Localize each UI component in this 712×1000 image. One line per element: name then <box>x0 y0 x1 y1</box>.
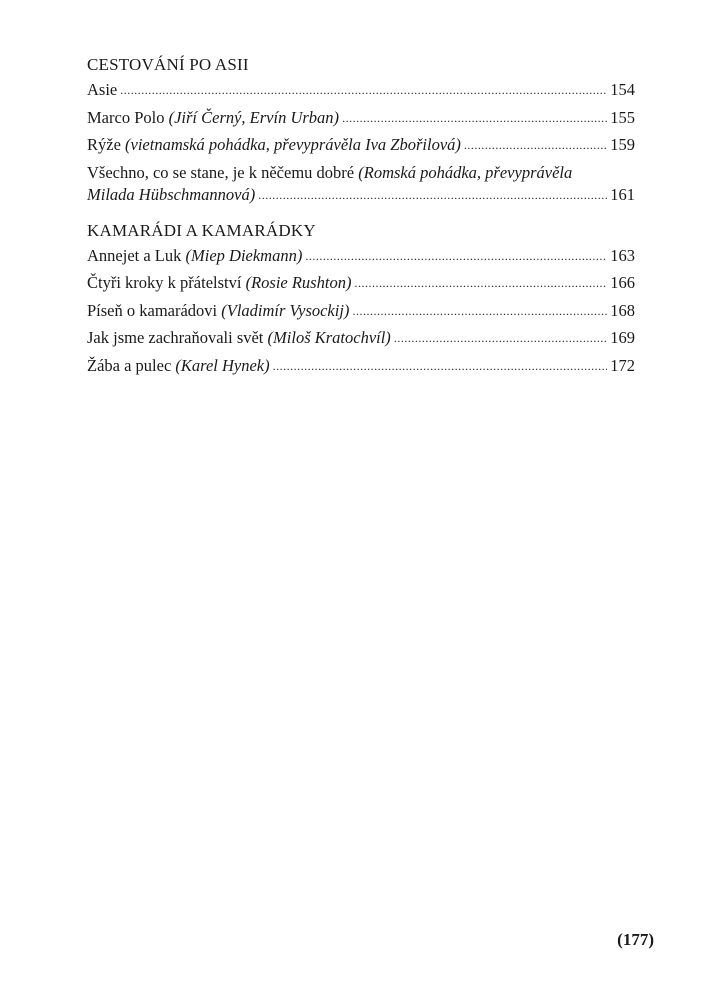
toc-entry <box>87 355 635 378</box>
entry-author: (Vladimír Vysockij) <box>221 300 350 320</box>
dot-leader <box>352 299 607 322</box>
entry-author-continued: Milada Hübschmannová) <box>87 184 256 204</box>
entry-title: Píseň o kamarádovi <box>87 300 222 320</box>
entry-page-number: 172 <box>610 355 635 375</box>
entry-page-number: 168 <box>610 300 635 320</box>
toc-entry <box>87 107 635 130</box>
entry-title: Rýže <box>87 135 126 154</box>
entry-title: Všechno, co se stane, je k něčemu dobré <box>87 162 359 182</box>
entry-title: Žába a pulec <box>87 355 176 375</box>
entry-title: Annejet a Luk <box>87 245 186 265</box>
entry-page-number: 169 <box>610 328 635 347</box>
toc-entry <box>87 300 635 323</box>
entry-title: Asie <box>87 80 118 99</box>
entry-page-number: 159 <box>610 135 635 154</box>
table-of-contents <box>87 54 635 382</box>
entry-author: (Jiří Černý, Ervín Urban) <box>168 107 340 127</box>
dot-leader <box>464 133 607 156</box>
entry-author: (Romská pohádka, převyprávěla <box>358 162 573 182</box>
entry-author: (Miloš Kratochvíl) <box>267 328 391 347</box>
entry-title: Marco Polo <box>87 107 169 127</box>
dot-leader <box>342 106 607 129</box>
dot-leader <box>305 244 607 267</box>
entry-author: (Miep Diekmann) <box>185 245 303 265</box>
entry-page-number: 161 <box>610 184 635 204</box>
toc-entry-multiline <box>87 162 635 207</box>
toc-entry <box>87 327 635 350</box>
page-folio: (177) <box>617 930 654 949</box>
entry-page-number: 155 <box>610 107 635 127</box>
toc-entry <box>87 272 635 295</box>
entry-title: Jak jsme zachraňovali svět <box>87 328 268 347</box>
entry-page-number: 163 <box>610 245 635 265</box>
entry-author: (Rosie Rushton) <box>245 273 352 292</box>
entry-author: (Karel Hynek) <box>175 355 270 375</box>
entry-page-number: 166 <box>610 273 635 292</box>
toc-entry <box>87 79 635 102</box>
dot-leader <box>120 78 607 101</box>
toc-entry <box>87 245 635 268</box>
entry-author: (vietnamská pohádka, převyprávěla Iva Zbořilová) <box>125 135 461 154</box>
entry-title: Čtyři kroky k přátelství <box>87 273 246 292</box>
dot-leader <box>394 326 607 349</box>
dot-leader <box>258 183 607 206</box>
section-heading: KAMARÁDI A KAMARÁDKY <box>87 220 316 240</box>
section-heading: CESTOVÁNÍ PO ASII <box>87 55 249 74</box>
entry-page-number: 154 <box>610 80 635 99</box>
dot-leader <box>273 354 608 377</box>
toc-entry <box>87 134 635 157</box>
dot-leader <box>354 271 607 294</box>
